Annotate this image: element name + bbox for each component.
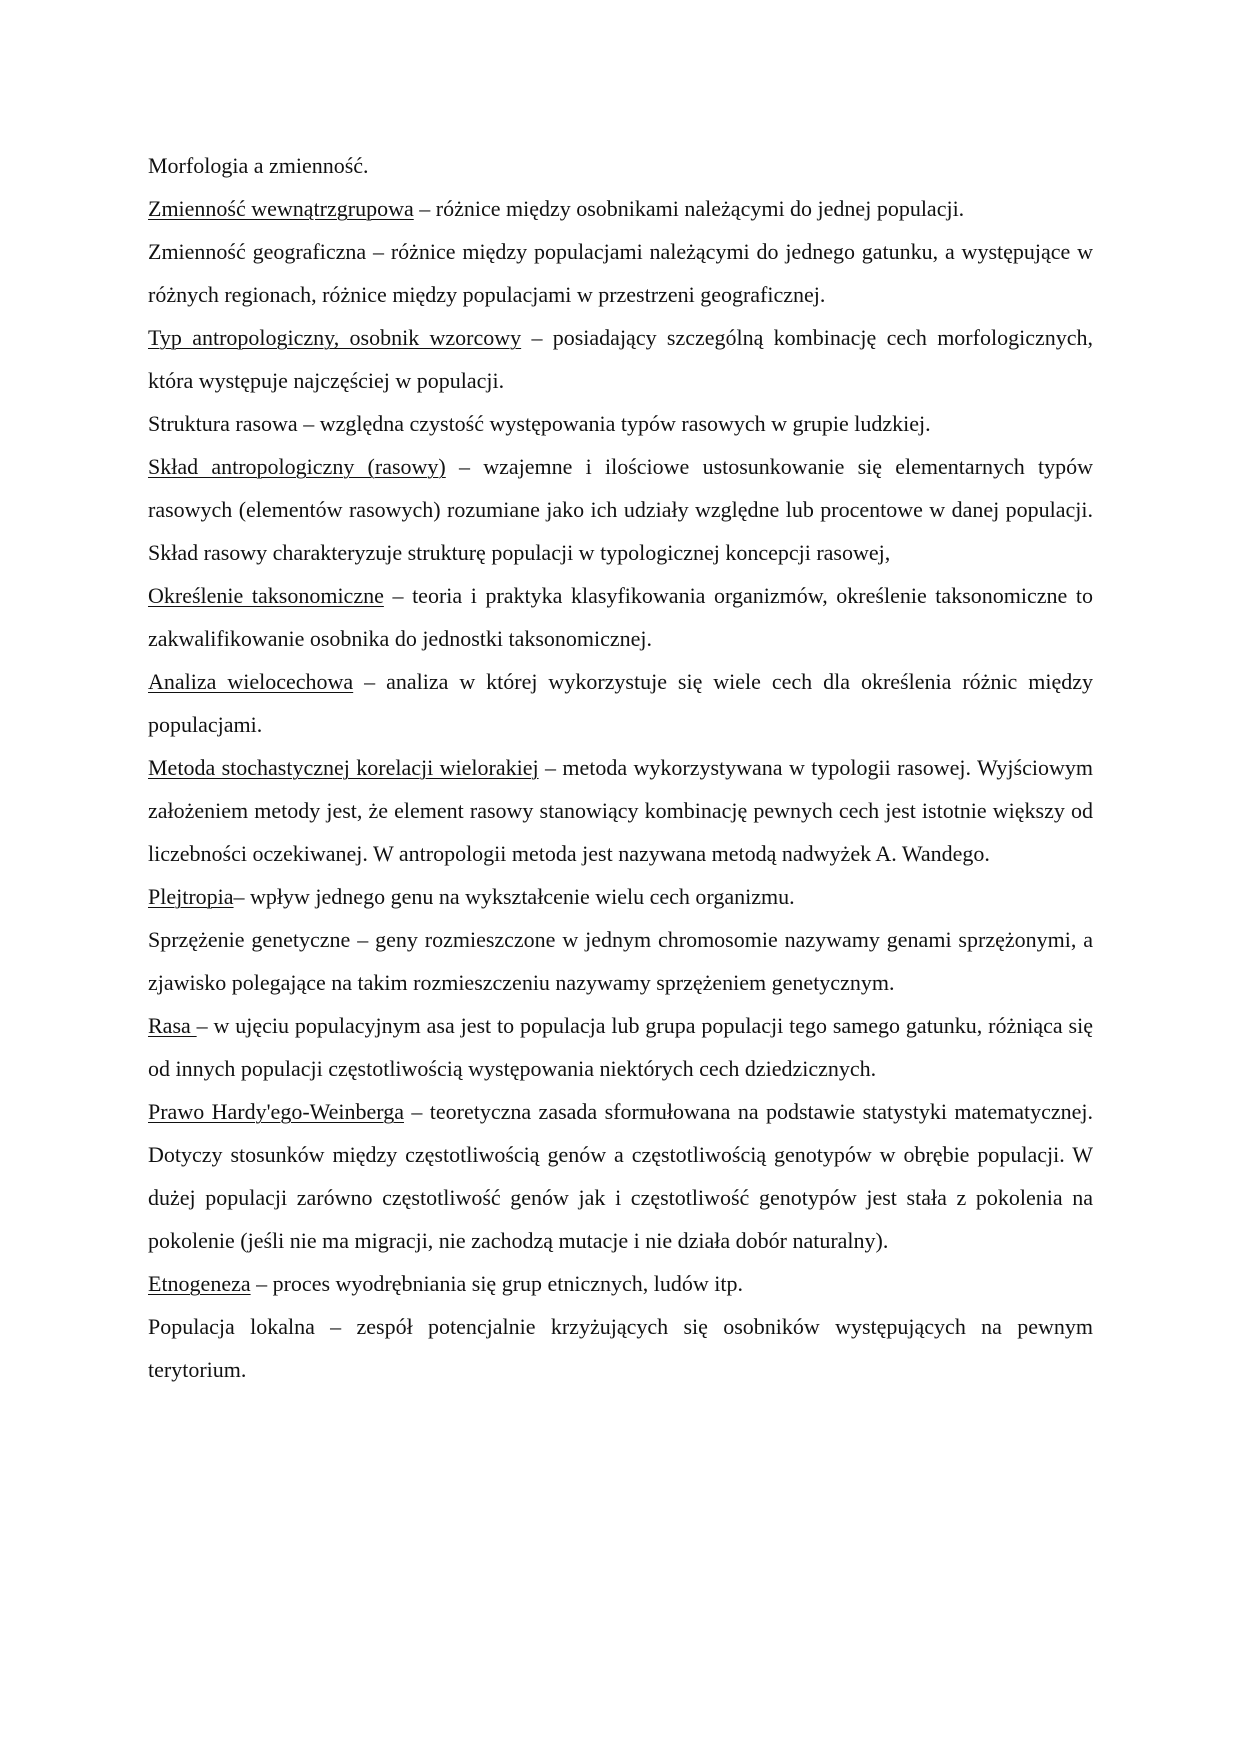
term-label: Zmienność geograficzna [148, 239, 367, 264]
term-label: Typ antropologiczny, osobnik wzorcowy [148, 325, 522, 350]
definition-paragraph [148, 746, 1093, 875]
term-label: Populacja lokalna [148, 1314, 315, 1339]
definition-text: – zespół potencjalnie krzyżujących się osobników występujących na pewnym terytorium. [148, 1314, 1094, 1382]
term-label: Metoda stochastycznej korelacji wielorakiej [148, 755, 539, 780]
term-label: Rasa [148, 1013, 197, 1038]
term-label: Określenie taksonomiczne [148, 583, 384, 608]
term-label: Prawo Hardy'ego-Weinberga [148, 1099, 404, 1124]
definition-paragraph [148, 660, 1093, 746]
definition-text: – teoria i praktyka klasyfikowania organizmów, określenie taksonomiczne to zakwalifikowanie osobnika do jednostki taksonomicznej. [148, 583, 1093, 651]
term-label: Zmienność wewnątrzgrupowa [148, 196, 414, 221]
definition-paragraph [148, 875, 1093, 918]
definition-text: – wzajemne i ilościowe ustosunkowanie się elementarnych typów rasowych (elementów rasowych) rozumiane jako ich udziały względne lub procentowe w danej populacji. Skład rasowy charakteryzuje strukturę populacji w typologicznej koncepcji rasowej, [148, 454, 1093, 565]
definition-paragraph [148, 187, 1093, 230]
document-title: Morfologia a zmienność. [148, 153, 369, 178]
definition-paragraph [148, 574, 1093, 660]
term-label: Struktura rasowa [148, 411, 298, 436]
definition-text: – różnice między populacjami należącymi do jednego gatunku, a występujące w różnych regionach, różnice między populacjami w przestrzeni geograficznej. [148, 239, 1094, 307]
definition-text: – geny rozmieszczone w jednym chromosomie nazywamy genami sprzężonymi, a zjawisko polegające na takim rozmieszczeniu nazywamy sprzężeniem genetycznym. [148, 927, 1093, 995]
definition-paragraph [148, 1262, 1093, 1305]
definition-paragraph [148, 1004, 1093, 1090]
definition-paragraph [148, 1305, 1093, 1391]
term-label: Sprzężenie genetyczne [148, 927, 351, 952]
definition-paragraph [148, 316, 1093, 402]
term-label: Analiza wielocechowa [148, 669, 354, 694]
term-label: Etnogeneza [148, 1271, 251, 1296]
definition-text: – różnice między osobnikami należącymi do jednej populacji. [413, 196, 965, 221]
term-label: Skład antropologiczny (rasowy) [148, 454, 446, 479]
definition-paragraph [148, 918, 1093, 1004]
document-page [148, 144, 1093, 1391]
definition-text: – metoda wykorzystywana w typologii rasowej. Wyjściowym założeniem metody jest, że element rasowy stanowiący kombinację pewnych cech jest istotnie większy od liczebności oczekiwanej. W antropologii metoda jest nazywana metodą nadwyżek A. Wandego. [148, 755, 1093, 866]
definition-paragraph [148, 230, 1093, 316]
definition-text: – analiza w której wykorzystuje się wiele cech dla określenia różnic między populacjami. [148, 669, 1093, 737]
term-label: Plejtropia [148, 884, 234, 909]
definition-text: – teoretyczna zasada sformułowana na podstawie statystyki matematycznej. Dotyczy stosunków między częstotliwością genów a częstotliwością genotypów w obrębie populacji. W dużej populacji zarówno częstotliwość genów jak i częstotliwość genotypów jest stała z pokolenia na pokolenie (jeśli nie ma migracji, nie zachodzą mutacje i nie działa dobór naturalny). [148, 1099, 1093, 1253]
definition-text: – wpływ jednego genu na wykształcenie wielu cech organizmu. [233, 884, 795, 909]
definition-paragraph [148, 402, 1093, 445]
definition-paragraph [148, 1090, 1093, 1262]
definition-text: – posiadający szczególną kombinację cech morfologicznych, która występuje najczęściej w populacji. [148, 325, 1093, 393]
definition-text: – w ujęciu populacyjnym asa jest to populacja lub grupa populacji tego samego gatunku, różniąca się od innych populacji częstotliwością występowania niektórych cech dziedzicznych. [148, 1013, 1093, 1081]
definition-text: – proces wyodrębniania się grup etnicznych, ludów itp. [250, 1271, 744, 1296]
definition-paragraph [148, 445, 1093, 574]
definition-text: – względna czystość występowania typów rasowych w grupie ludzkiej. [297, 411, 931, 436]
